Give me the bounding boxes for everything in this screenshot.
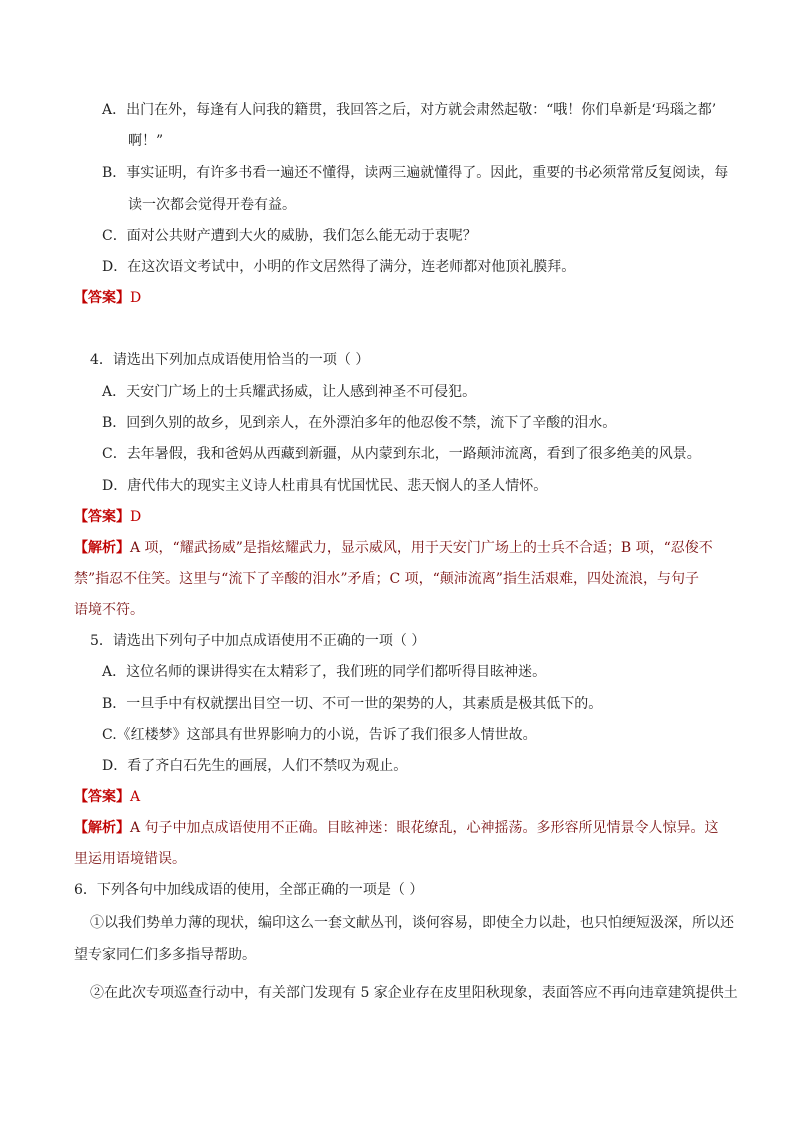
option-b-line1: B．事实证明，有许多书看一遍还不懂得，读两三遍就懂得了。因此，重要的书必须常常反复阅读，每: [102, 165, 729, 181]
q6-stem: 6．下列各句中加线成语的使用，全部正确的一项是（ ）: [74, 882, 424, 898]
q5-analysis-line2: 里运用语境错误。: [74, 851, 186, 867]
q5-analysis-text1: A 句子中加点成语使用不正确。目眩神迷：眼花缭乱，心神摇荡。多形容所见情景令人惊异。这: [130, 820, 719, 836]
q6-item1-line2: 望专家同仁们多多指导帮助。: [74, 947, 256, 963]
q4-stem: 4．请选出下列加点成语使用恰当的一项（ ）: [90, 352, 370, 368]
q4-analysis-line2: 禁”指忍不住笑。这里与“流下了辛酸的泪水”矛盾；C 项，“颠沛流离”指生活艰难，四处流浪，与句子: [74, 571, 699, 587]
option-b-line2: 读一次都会觉得开卷有益。: [128, 197, 296, 213]
q5-option-c: C.《红楼梦》这部具有世界影响力的小说，告诉了我们很多人情世故。: [102, 727, 537, 743]
q4-option-b: B．回到久别的故乡，见到亲人，在外漂泊多年的他忍俊不禁，流下了辛酸的泪水。: [102, 415, 617, 431]
q4-answer-value: D: [130, 509, 142, 525]
q5-option-a: A．这位名师的课讲得实在太精彩了，我们班的同学们都听得目眩神迷。: [102, 664, 547, 680]
q6-item2-line1: ②在此次专项巡查行动中，有关部门发现有 5 家企业存在皮里阳秋现象，表面答应不再向违章建筑提供土: [90, 985, 738, 1001]
q4-analysis-line1: [74, 538, 713, 558]
q6-item1-line1: ①以我们势单力薄的现状，编印这么一套文献丛刊，谈何容易，即使全力以赴，也只怕绠短汲深，所以还: [90, 915, 734, 931]
option-a-line1: A．出门在外，每逢有人问我的籍贯，我回答之后，对方就会肃然起敬：“哦！你们阜新是‘玛瑙之都’: [102, 102, 717, 118]
q4-analysis-text1: A 项，“耀武扬威”是指炫耀武力，显示威风，用于天安门广场上的士兵不合适；B 项，“忍俊不: [130, 540, 713, 556]
q5-answer-row: [74, 787, 140, 807]
q5-option-d: D．看了齐白石先生的画展，人们不禁叹为观止。: [102, 758, 408, 774]
option-d: D．在这次语文考试中，小明的作文居然得了满分，连老师都对他顶礼膜拜。: [102, 259, 576, 275]
answer-row: [74, 288, 141, 308]
answer-label: 【答案】: [74, 290, 130, 306]
answer-value: D: [130, 290, 142, 306]
q5-stem: 5．请选出下列句子中加点成语使用不正确的一项（ ）: [90, 633, 426, 649]
q5-answer-value: A: [130, 789, 141, 805]
q4-answer-row: [74, 507, 141, 527]
q4-option-c: C．去年暑假，我和爸妈从西藏到新疆，从内蒙到东北，一路颠沛流离，看到了很多绝美的风景。: [102, 446, 701, 462]
option-c: C．面对公共财产遭到大火的威胁，我们怎么能无动于衷呢？: [102, 228, 477, 244]
q5-analysis-line1: [74, 818, 719, 838]
q5-option-b: B．一旦手中有权就摆出目空一切、不可一世的架势的人，其素质是极其低下的。: [102, 696, 603, 712]
q5-answer-label: 【答案】: [74, 789, 130, 805]
q4-answer-label: 【答案】: [74, 509, 130, 525]
q4-option-a: A．天安门广场上的士兵耀武扬威，让人感到神圣不可侵犯。: [102, 384, 477, 400]
q4-option-d: D．唐代伟大的现实主义诗人杜甫具有忧国忧民、悲天悯人的圣人情怀。: [102, 478, 548, 494]
option-a-line2: 啊！”: [128, 133, 164, 149]
q5-analysis-label: 【解析】: [74, 820, 130, 836]
q4-analysis-line3: 语境不符。: [74, 602, 144, 618]
q4-analysis-label: 【解析】: [74, 540, 130, 556]
